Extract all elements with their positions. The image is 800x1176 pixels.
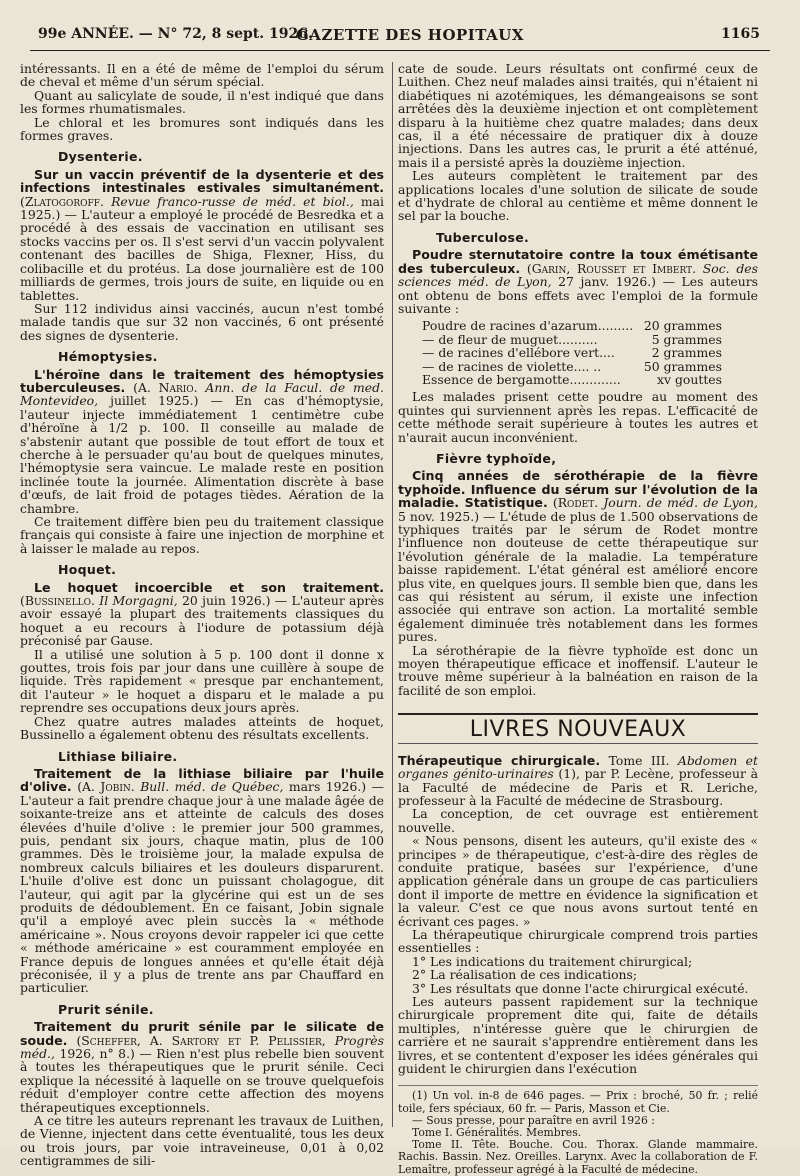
- formula-row: [422, 346, 722, 359]
- book-title: Thérapeutique chirurgicale.: [398, 752, 601, 768]
- article-author: (Garin, Rousset et Imbert.: [526, 260, 697, 276]
- article-body: 20 juin 1926.) — L'auteur après avoir essayé la plupart des traitements classiques du hoquet a eu recours à l'iodure de potassium déjà préconisé par Gause.: [20, 593, 384, 649]
- article-title: Cinq années de sérothérapie de la fièvre typhoïde. Influence du sérum sur l'évolution de la maladie. Statistique.: [398, 468, 758, 511]
- article-journal: Ann. de la Facul. de med. Montevideo,: [20, 379, 384, 409]
- formula-ingredient: — de racines d'ellébore vert....: [422, 345, 615, 361]
- article-title: Sur un vaccin préventif de la dysenterie et des infections intestinales estivales simultanément.: [20, 166, 384, 196]
- article-body: mars 1926.) — L'auteur a fait prendre chaque jour à une malade âgée de soixante-treize ans et atteinte de calculs des doses élevées d'huile d'olive : le premier jour 500 grammes, puis, pendant six jours, chaque matin, plus de 100 grammes. Dès le troisième jour, la malade expulsa de nombreux calculs biliaires et les douleurs disparurent. L'huile d'olive est donc un puissant cholagogue, dit l'auteur, qui agit par la glycérine qui est un de ses produits de dédoublement. En ce faisant, Jobin signale qu'il a employé avec plein succès la « méthode américaine ». Nous croyons devoir rappeler ici que cette « méthode américaine » est couramment employée en France depuis de longues années et qu'elle était déjà préconisée, il y a plus de trente ans par Chauffard en particulier.: [20, 779, 384, 996]
- list-item: 1° Les indications du traitement chirurgical;: [412, 953, 693, 969]
- article-title: Traitement du prurit sénile par le silicate de soude.: [20, 1019, 384, 1048]
- article-hemoptysies: [20, 368, 384, 515]
- article-author: (Zlatogoroff.: [20, 193, 104, 209]
- paragraph: A ce titre les auteurs reprenant les travaux de Luithen, de Vienne, injectent dans cette éventualité, tous les deux ou trois jours, par voie intraveineuse, 0,01 à 0,02 centigrammes de sili-: [20, 1113, 384, 1169]
- article-author: (Scheffer, A. Sartory et P. Pelissier,: [76, 1032, 326, 1048]
- article-body: juillet 1925.) — En cas d'hémoptysie, l'auteur injecte immédiatement 1 centimètre cube d'héroïne à 1/2 p. 100. Il conseille au malade de s'abstenir autant que possible de tout effort de toux et cherche à le persuader qu'au bout de quelques minutes, l'hémoptysie sera vaincue. Le malade reste en position inclinée toute la journée. Alimentation discrète à base d'œufs, de lait froid de potages tièdes. Aération de la chambre.: [20, 393, 384, 516]
- paragraph: Le chloral et les bromures sont indiqués dans les formes graves.: [20, 114, 384, 144]
- section-heading-hemoptysies: Hémoptysies.: [58, 349, 158, 365]
- article-journal: Progrès méd.,: [20, 1032, 384, 1062]
- formula-ingredient: Essence de bergamotte.............: [422, 371, 621, 387]
- running-header: [38, 24, 760, 46]
- article-author: (Bussinello.: [20, 593, 95, 609]
- article-author: (A. Nario.: [133, 379, 198, 395]
- header-rule: [30, 50, 770, 51]
- section-heading-hoquet: Hoquet.: [58, 562, 117, 578]
- formula-row: [422, 319, 722, 332]
- section-heading-fievre-typhoide: Fièvre typhoïde,: [436, 450, 557, 466]
- paragraph: La thérapeutique chirurgicale comprend trois parties essentielles :: [398, 926, 758, 956]
- footnotes: [398, 1085, 758, 1175]
- book-review: [398, 754, 758, 808]
- list-item: 2° La réalisation de ces indications;: [412, 967, 638, 983]
- book-tome: Tome III.: [608, 752, 670, 768]
- paragraph: Les auteurs complètent le traitement par des applications locales d'une solution de silicate de soude et d'hydrate de chloral au centième et même donnent le sel par la bouche.: [398, 168, 758, 224]
- paragraph: Les malades prisent cette poudre au moment des quintes qui surviennent après les repas. L'efficacité de cette méthode serait supérieure à toutes les autres et n'aurait aucun inconvénient.: [398, 389, 758, 445]
- issue-info: 99e ANNÉE. — N° 72, 8 sept. 1926.: [38, 26, 313, 42]
- paragraph: Quant au salicylate de soude, il n'est indiqué que dans les formes rhumatismales.: [20, 87, 384, 117]
- formula-quantity: 5 grammes: [651, 331, 722, 347]
- paragraph: Sur 112 individus ainsi vaccinés, aucun n'est tombé malade tandis que sur 32 non vaccinés, 6 ont présenté des signes de dysenterie.: [20, 300, 384, 343]
- footnote: (1) Un vol. in-8 de 646 pages. — Prix : broché, 50 fr. ; relié toile, fers spéciaux, 60 fr. — Paris, Masson et Cie.: [398, 1089, 758, 1115]
- formula-quantity: xv gouttes: [657, 371, 722, 387]
- paragraph: Il a utilisé une solution à 5 p. 100 dont il donne x gouttes, trois fois par jour dans une cuillère à soupe de liquide. Très rapidement « presque par enchantement, dit l'auteur » le hoquet a disparu et le malade a pu reprendre ses occupations deux jours après.: [20, 646, 384, 716]
- article-title: Poudre sternutatoire contre la toux émétisante des tuberculeux.: [398, 247, 758, 276]
- article-title: Traitement de la lithiase biliaire par l'huile d'olive.: [20, 765, 384, 795]
- article-lithiase: [20, 767, 384, 995]
- livres-nouveaux-heading: LIVRES NOUVEAUX: [398, 713, 758, 743]
- footnote: Tome I. Généralités. Membres.: [412, 1126, 582, 1140]
- formula-quantity: 50 grammes: [643, 358, 722, 374]
- article-journal: Il Morgagni,: [99, 593, 178, 609]
- article-tuberculose: [398, 248, 758, 315]
- article-body: 5 nov. 1925.) — L'étude de plus de 1.500 observations de typhiques traités par le sérum de Rodet montre l'influence non douteuse de cette thérapeutique sur l'évolution générale de la maladie. La température baisse rapidement. L'état général est amélioré encore plus vite, en quelques jours. Il semble bien que, dans les cas qui résistent au sérum, il existe une infection associée qui entrave son action. La mortalité semble également diminuée très notablement dans les formes pures.: [398, 508, 758, 645]
- formula-row: [422, 360, 722, 373]
- article-prurit: [20, 1020, 384, 1114]
- footnote: — Sous presse, pour paraître en avril 1926 :: [412, 1113, 655, 1127]
- footnote: Tome II. Tête. Bouche. Cou. Thorax. Glande mammaire. Rachis. Bassin. Nez. Oreilles. Larynx. Avec la collaboration de F. Lemaître, professeur agrégé à la Faculté de médecine.: [398, 1138, 758, 1176]
- formula-ingredient: — de racines de violette.... ..: [422, 358, 602, 374]
- formula-quantity: 20 grammes: [643, 318, 722, 334]
- article-title: Le hoquet incoercible et son traitement.: [34, 579, 384, 595]
- paragraph: La conception, de cet ouvrage est entièrement nouvelle.: [398, 806, 758, 835]
- article-journal: Revue franco-russe de méd. et biol.,: [111, 193, 354, 209]
- book-subtitle: Abdomen et organes génito-urinaires: [398, 752, 758, 782]
- column-divider: [392, 62, 393, 1127]
- article-author: (A. Jobin.: [77, 779, 135, 795]
- journal-title: GAZETTE DES HOPITAUX: [296, 26, 525, 44]
- paragraph: Les auteurs passent rapidement sur la technique chirurgicale proprement dite qui, faite de détails multiples, n'intéresse guère que le chirurgien de carrière et ne saurait s'apprendre entièrement dans les livres, et se contentent d'exposer les idées générales qui guident le chirurgien dans l'exécution: [398, 994, 758, 1077]
- article-body: 27 janv. 1926.) — Les auteurs ont obtenu de bons effets avec l'emploi de la formule suivante :: [398, 274, 758, 316]
- paragraph: intéressants. Il en a été de même de l'emploi du sérum de cheval et même d'un sérum spécial.: [20, 61, 384, 90]
- formula-row: [422, 333, 722, 346]
- formula-quantity: 2 grammes: [651, 345, 722, 361]
- article-body: mai 1925.) — L'auteur a employé le procédé de Besredka et a procédé à des essais de vaccination en utilisant ses stocks vaccins per os. Il s'est servi d'un vaccin polyvalent contenant des bacilles de Shiga, Flexner, Hiss, du colibacille et du protéus. La dose journalière est de 100 milliards de germes, trois jours de suite, en liquide ou en tablettes.: [20, 193, 384, 303]
- article-hoquet: [20, 581, 384, 648]
- formula-table: [422, 319, 758, 386]
- formula-ingredient: Poudre de racines d'azarum.........: [422, 318, 634, 334]
- section-heading-prurit: Prurit sénile.: [58, 1001, 154, 1017]
- section-heading-dysenterie: Dysenterie.: [58, 149, 143, 165]
- article-journal: Bull. méd. de Québec,: [140, 779, 284, 795]
- book-parts-list: [398, 955, 758, 995]
- article-body: 1926, n° 8.) — Rien n'est plus rebelle bien souvent à toutes les thérapeutiques que le prurit sénile. Ceci explique la nécessité à laquelle on se trouve quelquefois réduit d'employer contre cette affection des moyens thérapeutiques exceptionnels.: [20, 1046, 384, 1115]
- left-column: [20, 62, 384, 1168]
- right-column: [398, 62, 758, 1176]
- page-number: 1165: [721, 26, 760, 42]
- section-heading-lithiase: Lithiase biliaire.: [58, 748, 178, 764]
- paragraph: cate de soude. Leurs résultats ont confirmé ceux de Luithen. Chez neuf malades ainsi traités, qui n'étaient ni diabétiques ni azotémiques, les démangeaisons se sont arrêtées dès la deuxième injection et ont complètement disparu à la huitième chez quatre malades; dans deux cas, il a été nécessaire de pratiquer dix à douze injections. Dans les autres cas, le prurit a été atténué, mais il a persisté après la douzième injection.: [398, 61, 758, 170]
- article-journal: Soc. des sciences méd. de Lyon,: [398, 260, 758, 290]
- article-author: (Rodet.: [552, 495, 599, 511]
- paragraph: La sérothérapie de la fièvre typhoïde est donc un moyen thérapeutique efficace et inoffensif. L'auteur le trouve même supérieur à la balnéation en raison de la facilité de son emploi.: [398, 642, 758, 698]
- article-dysenterie: [20, 168, 384, 302]
- paragraph: Ce traitement diffère bien peu du traitement classique français qui consiste à faire une injection de morphine et à laisser le malade au repos.: [20, 514, 384, 556]
- book-authors: (1), par P. Lecène, professeur à la Faculté de médecine de Paris et R. Leriche, professeur à la Faculté de médecine de Strasbourg.: [398, 766, 758, 808]
- section-heading-tuberculose: Tuberculose.: [436, 229, 530, 245]
- formula-row: [422, 373, 722, 386]
- formula-ingredient: — de fleur de muguet..........: [422, 331, 598, 347]
- article-title: L'héroïne dans le traitement des hémoptysies tuberculeuses.: [20, 366, 384, 395]
- article-journal: Journ. de méd. de Lyon,: [603, 495, 758, 511]
- paragraph: Chez quatre autres malades atteints de hoquet, Bussinello a également obtenu des résultats excellents.: [20, 713, 384, 743]
- paragraph: « Nous pensons, disent les auteurs, qu'il existe des « principes » de thérapeutique, c'est-à-dire des règles de conduite pratique, basées sur l'expérience, d'une application générale dans un groupe de cas particuliers dont il importe de mettre en évidence la signification et la valeur. C'est ce que nous avons surtout tenté en écrivant ces pages. »: [398, 833, 758, 929]
- list-item: 3° Les résultats que donne l'acte chirurgical exécuté.: [412, 980, 749, 996]
- article-fievre-typhoide: [398, 469, 758, 643]
